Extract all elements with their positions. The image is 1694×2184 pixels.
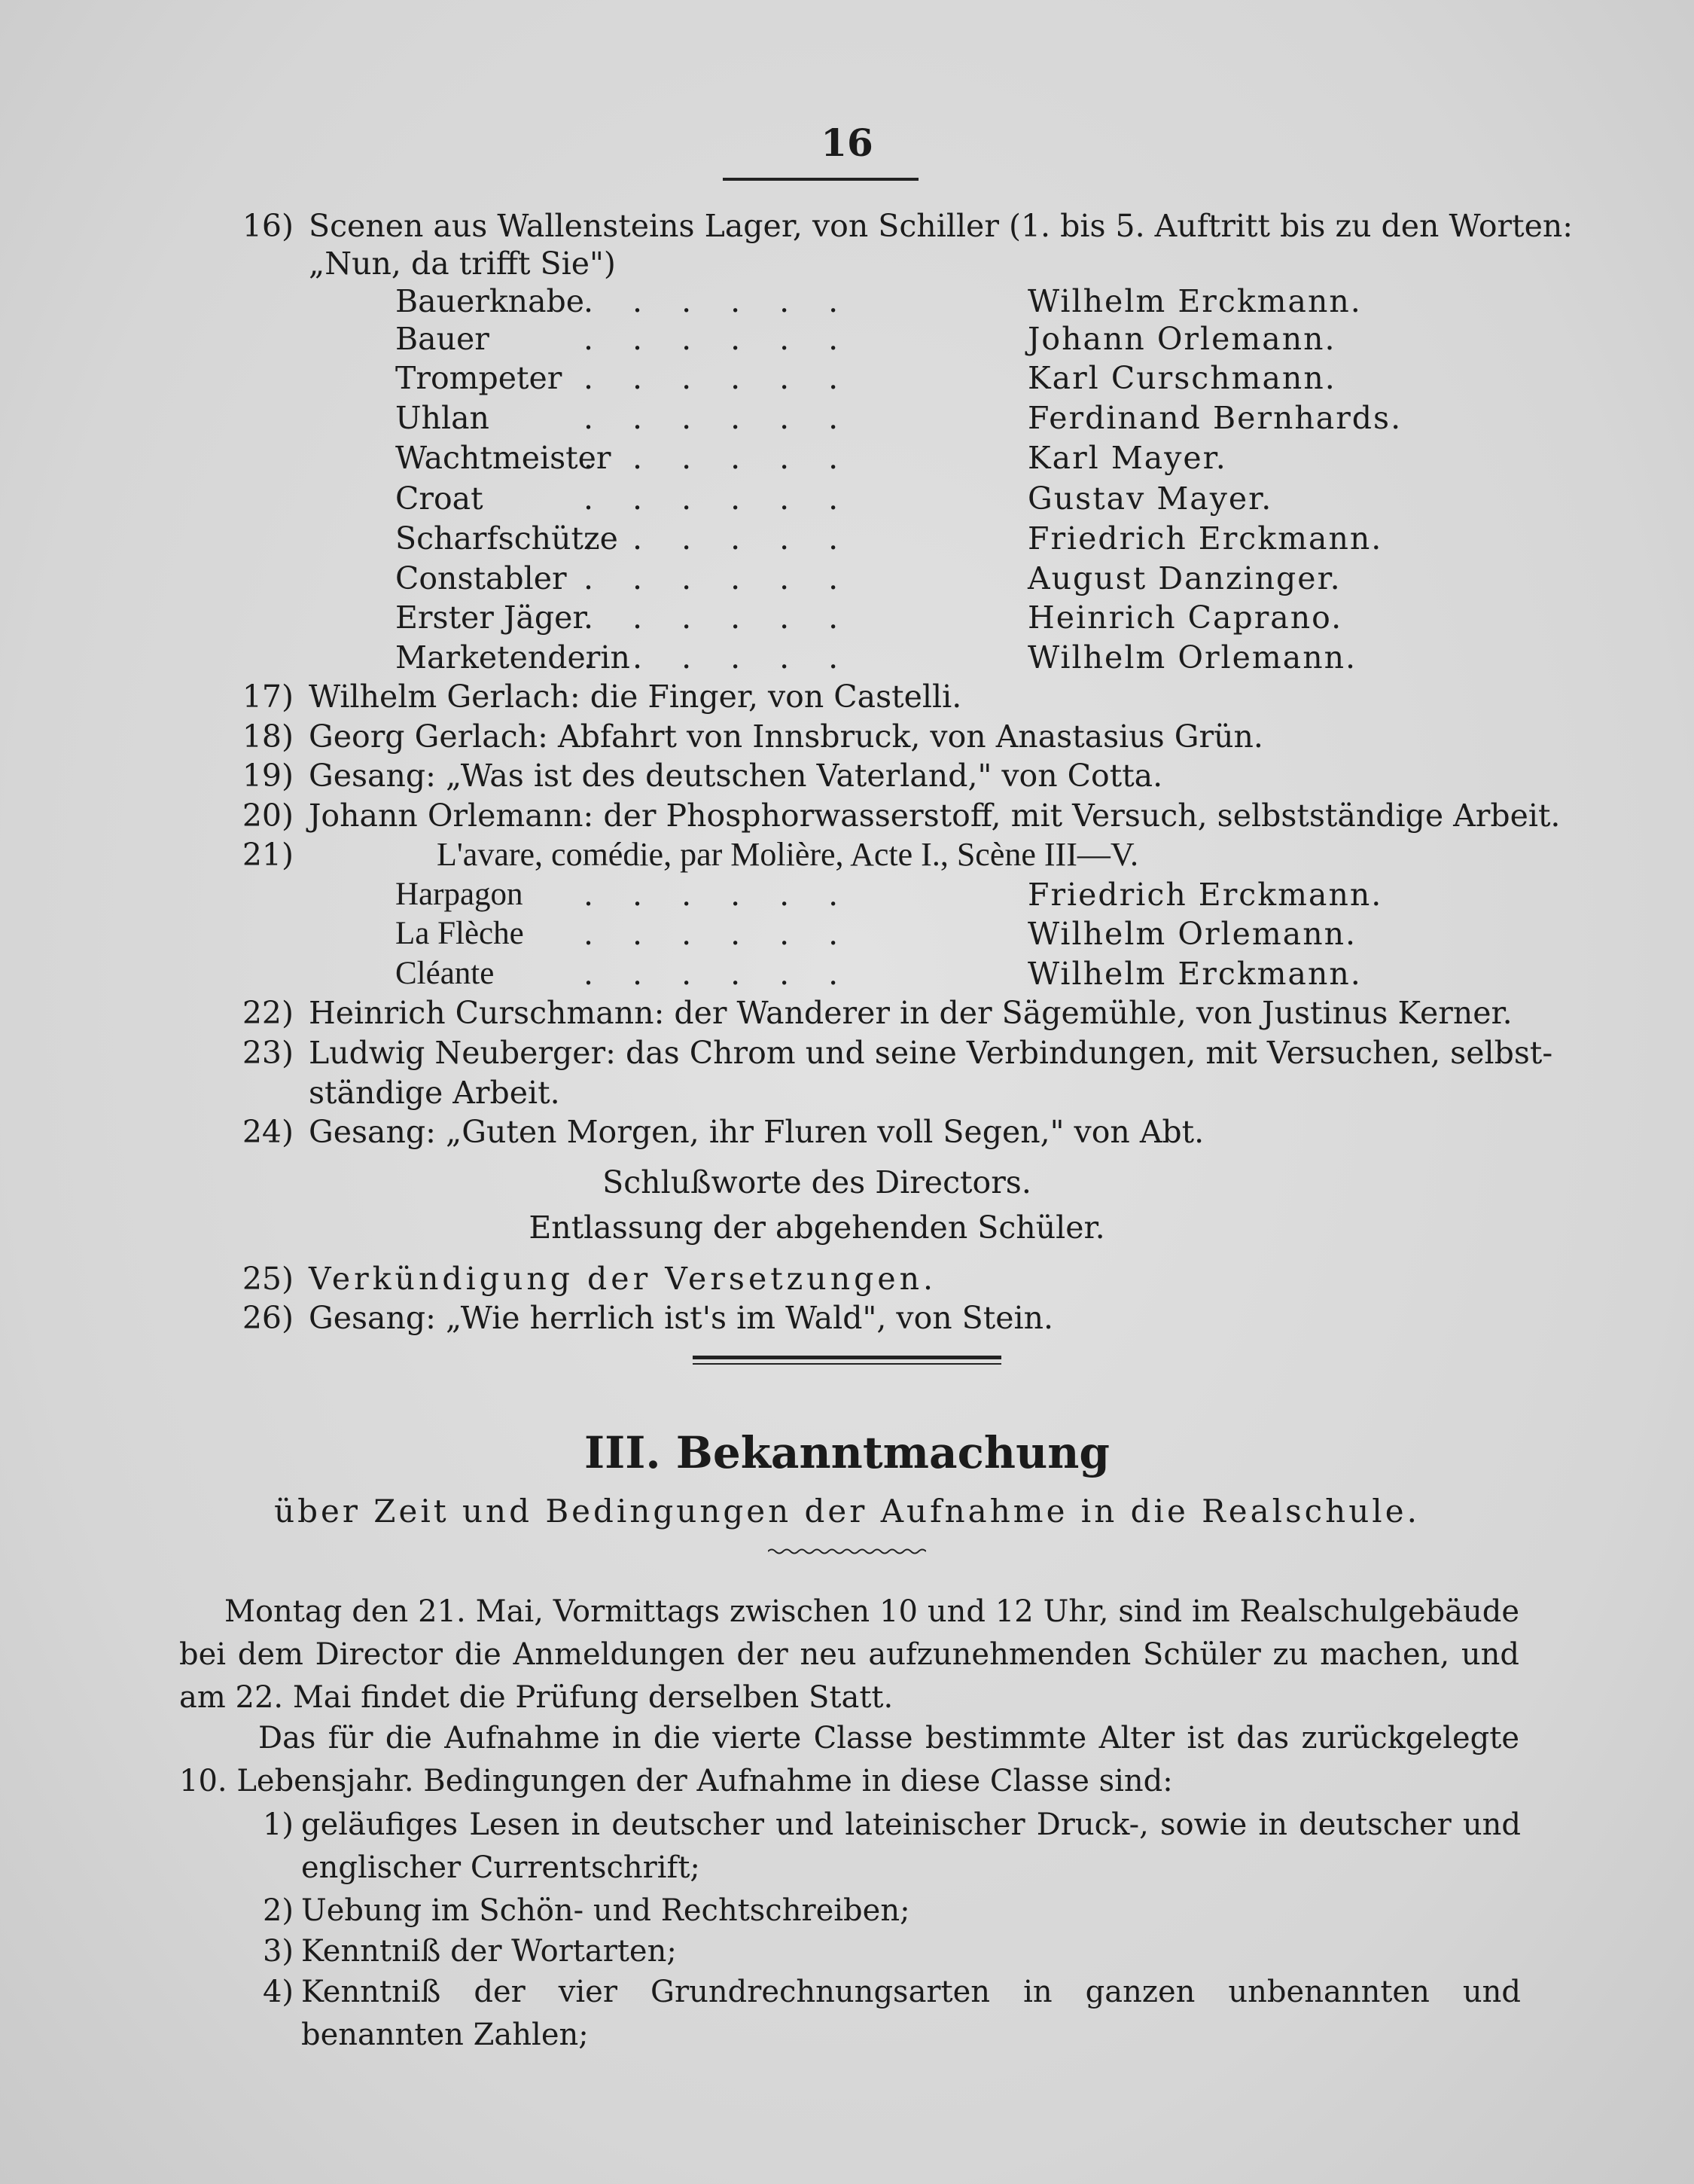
section-divider-thin [693, 1363, 1001, 1365]
cast-role: Scharfschütze [395, 520, 618, 557]
cast-role: Erster Jäger [395, 599, 587, 636]
paragraph-registration: Montag den 21. Mai, Vormittags zwischen 10 und 12 Uhr, sind im Realschulgebäude bei dem Director die Anmeldungen der neu aufzunehmenden Schüler zu machen, und am 22. Mai findet die Prüfung derselben Statt. [179, 1594, 1519, 1715]
cast-role: Bauer [395, 321, 489, 357]
condition-number: 3) [262, 1934, 294, 1969]
item-number: 20) [242, 798, 294, 834]
cast-actor: Wilhelm Erckmann. [1028, 956, 1362, 992]
cast-role: Croat [395, 480, 483, 517]
item-number: 19) [242, 758, 294, 794]
item-text: Wilhelm Gerlach: die Finger, von Castelli. [309, 679, 962, 715]
leader-dots: ...... [583, 560, 878, 596]
item-text: Ludwig Neuberger: das Chrom und seine Verbindungen, mit Versuchen, selbst- [309, 1035, 1553, 1071]
cast-role: Harpagon [395, 877, 523, 912]
cast-actor: Gustav Mayer. [1028, 480, 1273, 517]
leader-dots: ...... [583, 520, 878, 557]
item-text: Gesang: „Was ist des deutschen Vaterland," von Cotta. [309, 758, 1163, 794]
leader-dots: ...... [583, 480, 878, 517]
page-number: 16 [821, 120, 873, 165]
condition-text: Kenntniß der vier Grundrechnungsarten in ganzen unbenannten und benannten Zahlen; [301, 1975, 1521, 2052]
item-number: 21) [242, 837, 294, 873]
closing-words: Schlußworte des Directors. [602, 1164, 1031, 1200]
condition-text: Kenntniß der Wortarten; [301, 1934, 677, 1969]
condition-number: 4) [262, 1975, 294, 2009]
item-text: Verkündigung der Versetzungen. [309, 1261, 937, 1297]
header-rule [723, 178, 919, 181]
cast-role: Trompeter [395, 360, 562, 396]
item-text: Scenen aus Wallensteins Lager, von Schiller (1. bis 5. Auftritt bis zu den Worten: [309, 208, 1574, 244]
condition-text: geläufiges Lesen in deutscher und lateinischer Druck-, sowie in deutscher und englischer Currentschrift; [301, 1807, 1521, 1885]
item-number: 23) [242, 1035, 294, 1071]
cast-actor: Friedrich Erckmann. [1028, 520, 1383, 557]
item-text: Gesang: „Guten Morgen, ihr Fluren voll Segen," von Abt. [309, 1114, 1205, 1150]
cast-actor: Ferdinand Bernhards. [1028, 400, 1403, 436]
leader-dots: ...... [583, 440, 878, 476]
item-text: Gesang: „Wie herrlich ist's im Wald", von Stein. [309, 1300, 1054, 1336]
item-text: Heinrich Curschmann: der Wanderer in der Sägemühle, von Justinus Kerner. [309, 995, 1513, 1031]
cast-role: Marketenderin [395, 639, 630, 676]
item-number: 26) [242, 1300, 294, 1336]
cast-role: Bauerknabe [395, 283, 585, 319]
item-text-cont: „Nun, da trifft Sie") [309, 246, 616, 282]
leader-dots: ...... [583, 956, 878, 992]
section-title: III. Bekanntmachung [584, 1427, 1110, 1478]
item-number: 22) [242, 995, 294, 1031]
cast-role: Wachtmeister [395, 440, 611, 476]
item-number: 17) [242, 679, 294, 715]
item-number: 24) [242, 1114, 294, 1150]
leader-dots: ...... [583, 877, 878, 913]
leader-dots: ...... [583, 360, 878, 396]
condition-number: 2) [262, 1893, 294, 1928]
cast-actor: August Danzinger. [1028, 560, 1342, 596]
cast-role: Cléante [395, 956, 495, 991]
leader-dots: ...... [583, 321, 878, 357]
leader-dots: ...... [583, 400, 878, 436]
cast-actor: Karl Mayer. [1028, 440, 1227, 476]
item-text: L'avare, comédie, par Molière, Acte I., Scène III—V. [437, 836, 1138, 873]
section-subtitle: über Zeit und Bedingungen der Aufnahme in die Realschule. [274, 1493, 1420, 1530]
cast-actor: Wilhelm Orlemann. [1028, 916, 1357, 952]
cast-role: Constabler [395, 560, 567, 596]
dismissal-line: Entlassung der abgehenden Schüler. [529, 1209, 1105, 1246]
cast-actor: Friedrich Erckmann. [1028, 877, 1383, 913]
leader-dots: ...... [583, 639, 878, 676]
paragraph-age: Das für die Aufnahme in die vierte Classe bestimmte Alter ist das zurückgelegte 10. Lebensjahr. Bedingungen der Aufnahme in diese Classe sind: [179, 1721, 1519, 1798]
item-number: 16) [242, 208, 294, 244]
cast-role: Uhlan [395, 400, 489, 436]
cast-actor: Heinrich Caprano. [1028, 599, 1343, 636]
cast-actor: Karl Curschmann. [1028, 360, 1336, 396]
condition-number: 1) [262, 1807, 294, 1842]
item-number: 25) [242, 1261, 294, 1297]
wavy-rule [768, 1548, 926, 1555]
leader-dots: ...... [583, 599, 878, 636]
cast-actor: Wilhelm Orlemann. [1028, 639, 1357, 676]
cast-role: La Flèche [395, 916, 524, 951]
leader-dots: ...... [583, 916, 878, 952]
item-number: 18) [242, 718, 294, 755]
item-text-cont: ständige Arbeit. [309, 1075, 560, 1111]
cast-actor: Johann Orlemann. [1028, 321, 1336, 357]
section-divider [693, 1356, 1001, 1359]
leader-dots: ...... [583, 283, 878, 319]
item-text: Johann Orlemann: der Phosphorwasserstoff, mit Versuch, selbstständige Arbeit. [309, 798, 1561, 834]
condition-text: Uebung im Schön- und Rechtschreiben; [301, 1893, 910, 1928]
cast-actor: Wilhelm Erckmann. [1028, 283, 1362, 319]
item-text: Georg Gerlach: Abfahrt von Innsbruck, von Anastasius Grün. [309, 718, 1263, 755]
